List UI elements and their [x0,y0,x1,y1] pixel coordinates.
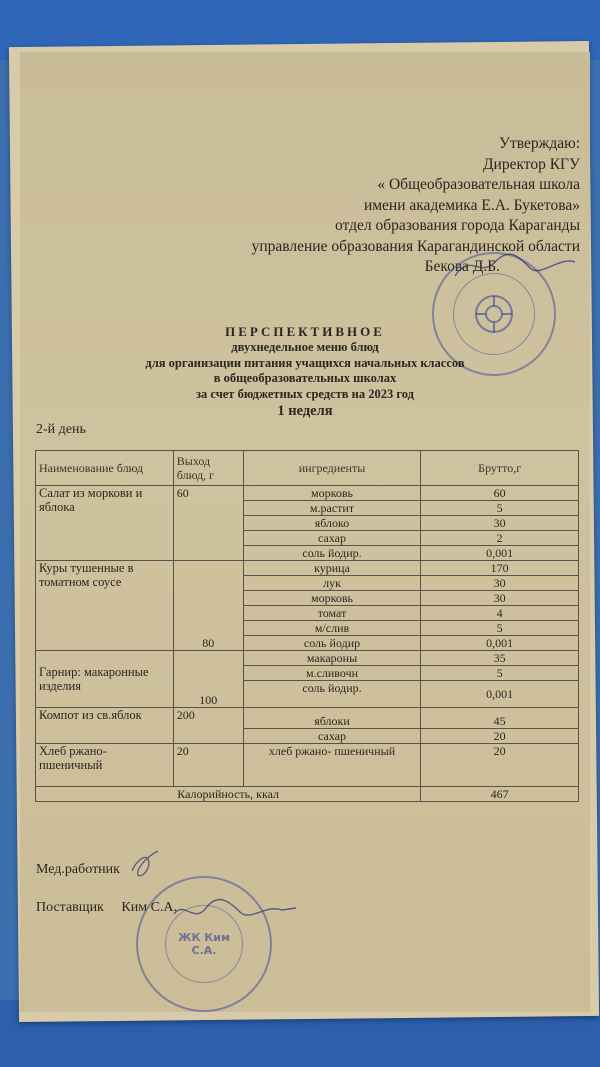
ingredient-name: м.сливочн [243,666,421,681]
column-header: Наименование блюд [36,451,174,486]
ingredient-gross: 60 [421,486,579,501]
approval-line: управление образования Карагандинской области [251,237,580,255]
medic-signature [128,847,168,881]
ingredient-gross: 4 [421,606,579,621]
week-label: 1 неделя [277,403,333,419]
dish-name: Компот из св.яблок [36,708,174,744]
ingredient-gross: 170 [421,561,579,576]
title-line: для организации питания учащихся начальных классов [145,355,465,370]
ingredient-name: макароны [243,651,421,666]
title-line: двухнедельное меню блюд [231,340,379,354]
ingredient-gross: 35 [421,651,579,666]
dish-yield: 60 [173,486,243,561]
dish-yield: 200 [173,708,243,744]
dish-yield: 80 [173,561,243,651]
ingredient-gross: 5 [421,501,579,516]
column-header: Брутто,г [421,451,579,486]
ingredient-name: лук [243,576,421,591]
ingredient-name: м.растит [243,501,421,516]
ingredient-gross: 0,001 [421,681,579,708]
table-row [36,744,579,787]
ingredient-gross: 30 [421,576,579,591]
calorie-row [36,787,579,802]
approval-line: имени академика Е.А. Букетова» [363,196,580,214]
dish-name: Салат из моркови и яблока [36,486,174,561]
approval-line: « Общеобразовательная школа [377,176,580,193]
dish-name: Гарнир: макаронные изделия [36,651,174,708]
supplier-stamp [136,876,272,1012]
ingredient-gross: 45 [421,708,579,729]
dish-yield: 20 [173,744,243,787]
ingredient-gross: 30 [421,591,579,606]
approval-line: Директор КГУ [482,155,580,173]
ingredient-name: томат [243,606,421,621]
ingredient-gross: 5 [421,621,579,636]
ingredient-name: м/слив [243,621,421,636]
ingredient-gross: 30 [421,516,579,531]
table-row [36,561,579,576]
ingredient-name: соль йодир [243,636,421,651]
medic-label: Мед.работник [36,862,120,877]
ingredient-name: морковь [243,591,421,606]
ingredient-name: морковь [243,486,421,501]
approval-line: отдел образования города Караганды [334,217,580,234]
calorie-label: Калорийность, ккал [36,787,421,802]
supplier-label: Поставщик [36,900,104,915]
ingredient-name: курица [243,561,421,576]
dish-yield: 100 [173,651,243,708]
ingredient-gross: 20 [421,744,579,787]
table-row [36,486,579,501]
approval-line: Бекова Д.Б. [424,258,500,275]
ingredient-name: сахар [243,729,421,744]
ingredient-gross: 20 [421,729,579,744]
document-title: ПЕРСПЕКТИВНОЕ [225,324,385,339]
table-row [36,708,579,729]
day-label: 2-й день [36,422,86,437]
ingredient-name: сахар [243,531,421,546]
ingredient-gross: 0,001 [421,636,579,651]
ingredient-name: яблоки [243,708,421,729]
ingredient-name: соль йодир. [243,546,421,561]
supplier-stamp-text: ЖК Ким С.А. [178,931,230,957]
supplier-name: Ким С.А. [121,900,178,915]
dish-name: Хлеб ржано-пшеничный [36,744,174,787]
ingredient-name: хлеб ржано- пшеничный [243,744,421,787]
ingredient-gross: 0,001 [421,546,579,561]
ingredient-gross: 5 [421,666,579,681]
calorie-value: 467 [421,787,579,802]
dish-name: Куры тушенные в томатном соусе [36,561,174,651]
medic-signature-line [36,862,120,878]
table-row [36,651,579,666]
ingredient-gross: 2 [421,531,579,546]
title-line: за счет бюджетных средств на 2023 год [196,386,414,401]
column-header: Выход блюд, г [173,451,243,486]
approval-line: Утверждаю: [499,135,580,152]
director-signature [450,248,580,284]
table-header-row [36,451,579,486]
menu-document [20,52,590,1012]
menu-table [35,450,579,802]
title-line: в общеобразовательных школах [213,371,397,385]
column-header: ингредиенты [243,451,421,486]
ingredient-name: соль йодир. [243,681,421,708]
ingredient-name: яблоко [243,516,421,531]
title-block [20,324,590,420]
